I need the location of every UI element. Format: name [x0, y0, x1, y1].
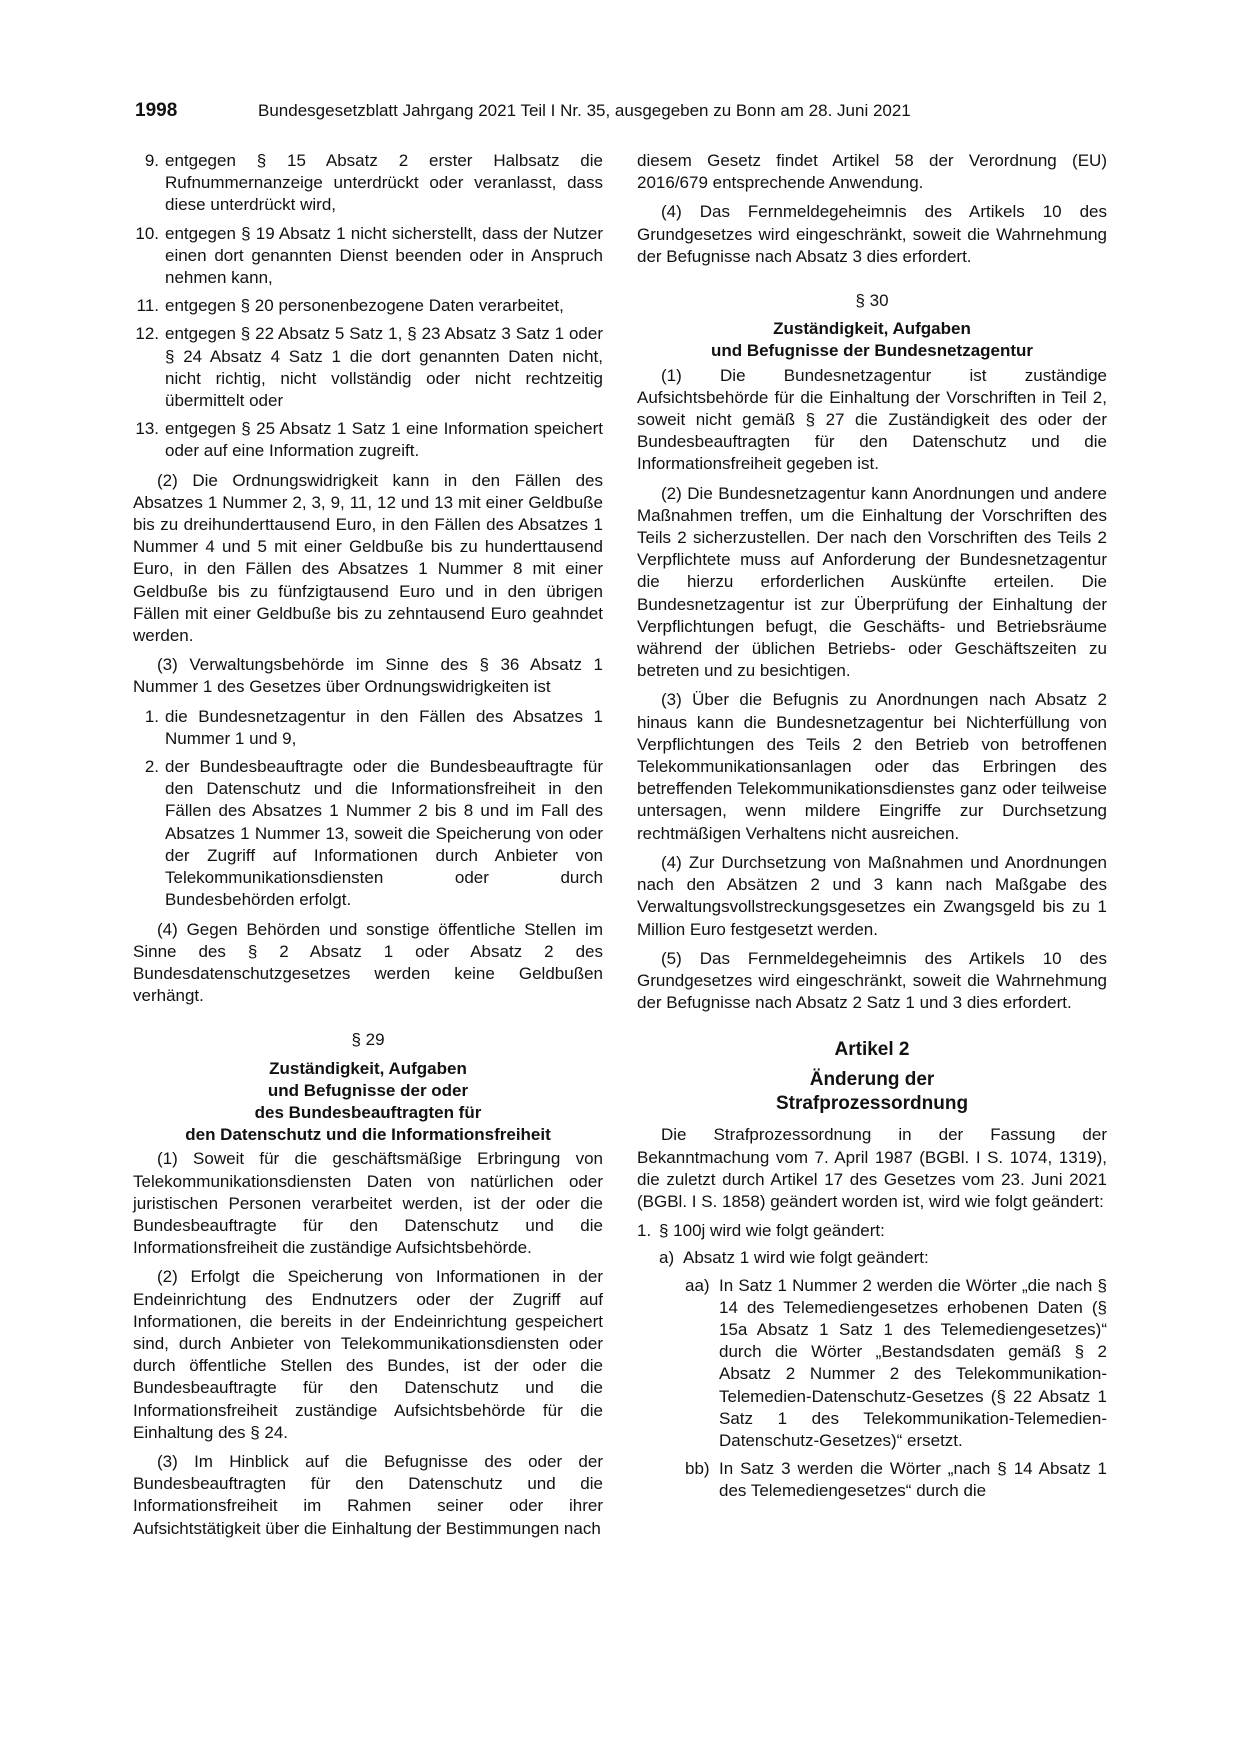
section-29-paragraph-4: (4) Das Fernmeldegeheimnis des Artikels 10 des Grundgesetzes wird eingeschränkt, soweit die Wahrnehmung der Befugnisse nach Absatz 3 dies erfordert. — [637, 202, 1107, 266]
section-29-paragraph-3: (3) Im Hinblick auf die Befugnisse des oder der Bundesbeauftragten für den Datenschutz und die Informationsfreiheit im Rahmen seiner oder ihrer Aufsichtstätigkeit über die Einhaltung der Bestimmungen nach — [133, 1451, 603, 1538]
section-30-paragraph-5: (5) Das Fernmeldegeheimnis des Artikels 10 des Grundgesetzes wird eingeschränkt, soweit die Wahrnehmung der Befugnisse nach Absatz 2 Satz 1 und 3 dies erfordert. — [637, 948, 1107, 1013]
section-29-paragraph-3-continued: diesem Gesetz findet Artikel 58 der Verordnung (EU) 2016/679 entsprechende Anwendung. — [637, 151, 1107, 193]
list-item: 2. der Bundesbeauftragte oder die Bundesbeauftragte für den Datenschutz und die Informationsfreiheit in den Fällen des Absatzes 1 Nummer 2 bis 8 und im Fall des Absatzes 1 Nummer 13, soweit die Speicherung von oder der Zugriff auf Informationen durch Anbieter von Telekommunikationsdiensten oder durch Bundesbehörden erfolgt. — [144, 757, 603, 910]
list-item: 10. entgegen § 19 Absatz 1 nicht sicherstellt, dass der Nutzer einen dort genannten Dienst beenden oder in Anspruch nehmen kann, — [135, 223, 603, 288]
section-30-paragraph-3: (3) Über die Befugnis zu Anordnungen nach Absatz 2 hinaus kann die Bundesnetzagentur bei Nichterfüllung von Verpflichtungen des Teils 2 den Betrieb von betroffenen Telekommunikationsanlagen oder das Erbringen des betreffenden Telekommunikationsdienstes ganz oder teilweise untersagen, wenn mildere Eingriffe zur Durchsetzung rechtmäßigen Verhaltens nicht ausreichen. — [637, 690, 1107, 843]
list-item: 1. § 100j wird wie folgt geändert: — [637, 1221, 885, 1241]
section-30-paragraph-1: (1) Die Bundesnetzagentur ist zuständige Aufsichtsbehörde für die Einhaltung der Vorschriften in Teil 2, soweit nicht gemäß § 27 die Zuständigkeit des oder der Bundesbeauftragten für den Datenschutz und die Informationsfreiheit gegeben ist. — [637, 365, 1107, 474]
list-paragraph-1 — [133, 150, 603, 463]
list-item: 12. entgegen § 22 Absatz 5 Satz 1, § 23 Absatz 3 Satz 1 oder § 24 Absatz 4 Satz 1 die dort genannten Daten nicht, nicht richtig, nicht vollständig oder nicht rechtzeitig übermittelt oder — [135, 324, 603, 411]
gazette-title: Bundesgesetzblatt Jahrgang 2021 Teil I Nr. 35, ausgegeben zu Bonn am 28. Juni 2021 — [258, 101, 911, 120]
section-30-paragraph-4: (4) Zur Durchsetzung von Maßnahmen und Anordnungen nach den Absätzen 2 und 3 kann nach Maßgabe des Verwaltungsvollstreckungsgesetzes ein Zwangsgeld bis zu 1 Million Euro festgesetzt werden. — [637, 852, 1107, 939]
section-29-paragraph-1: (1) Soweit für die geschäftsmäßige Erbringung von Telekommunikationsdiensten Daten von natürlichen oder juristischen Personen verarbeitet werden, ist der oder die Bundesbeauftragte für den Datenschutz und die Informationsfreiheit die zuständige Aufsichtsbehörde. — [133, 1149, 603, 1258]
left-column — [133, 150, 603, 1547]
list-item: 13. entgegen § 25 Absatz 1 Satz 1 eine Information speichert oder auf eine Information zugreift. — [135, 419, 603, 461]
right-column — [637, 150, 1107, 1509]
list-subitem: a) Absatz 1 wird wie folgt geändert: — [659, 1248, 929, 1268]
list-paragraph-3 — [133, 706, 603, 912]
paragraph-2: (2) Die Ordnungswidrigkeit kann in den Fällen des Absatzes 1 Nummer 2, 3, 9, 11, 12 und 13 mit einer Geldbuße bis zu dreihunderttausend Euro, in den Fällen des Absatzes 1 Nummer 4 und 5 mit einer Geldbuße bis zu hunderttausend Euro, in den Fällen des Absatzes 1 Nummer 8 mit einer Geldbuße bis zu fünfzigtausend Euro und in den übrigen Fällen mit einer Geldbuße bis zu zehntausend Euro geahndet werden. — [133, 470, 603, 646]
list-item: 1. die Bundesnetzagentur in den Fällen des Absatzes 1 Nummer 1 und 9, — [144, 706, 603, 748]
list-subsubitem: bb) In Satz 3 werden die Wörter „nach § 14 Absatz 1 des Telemediengesetzes“ durch die — [685, 1459, 1107, 1501]
article-2-number: Artikel 2 — [834, 1039, 910, 1061]
section-30-paragraph-2: (2) Die Bundesnetzagentur kann Anordnungen und andere Maßnahmen treffen, um die Einhaltung der Vorschriften des Teils 2 sicherzustellen. Der nach den Vorschriften des Teils 2 Verpflichtete muss auf Anforderung der Bundesnetzagentur die hierzu erforderlichen Auskünfte erteilen. Die Bundesnetzagentur ist zur Überprüfung der Einhaltung der Verpflichtungen befugt, die Geschäfts- und Betriebsräume während der üblichen Betriebs- oder Geschäftszeiten zu betreten und zu besichtigen. — [637, 483, 1107, 681]
section-30-title: Zuständigkeit, Aufgaben und Befugnisse der Bundesnetzagentur — [710, 319, 1034, 361]
section-29-paragraph-2: (2) Erfolgt die Speicherung von Informationen in der Endeinrichtung des Endnutzers oder der Zugriff auf Informationen, die bereits in der Endeinrichtung gespeichert sind, durch Anbieter von Telekommunikationsdiensten oder durch öffentliche Stellen des Bundes, ist der oder die Bundesbeauftragte für den Datenschutz und die Informationsfreiheit zuständige Aufsichtsbehörde für die Einhaltung des § 24. — [133, 1267, 603, 1442]
article-2-intro: Die Strafprozessordnung in der Fassung der Bekanntmachung vom 7. April 1987 (BGBl. I S. 1074, 1319), die zuletzt durch Artikel 17 des Gesetzes vom 23. Juni 2021 (BGBl. I S. 1858) geändert worden ist, wird wie folgt geändert: — [637, 1125, 1107, 1211]
list-item: 11. entgegen § 20 personenbezogene Daten verarbeitet, — [136, 296, 564, 316]
page-number: 1998 — [135, 100, 178, 121]
page-header — [135, 100, 1106, 130]
list-item: 9. entgegen § 15 Absatz 2 erster Halbsatz die Rufnummernanzeige unterdrückt oder veranlasst, dass diese unterdrückt wird, — [144, 151, 603, 215]
paragraph-4: (4) Gegen Behörden und sonstige öffentliche Stellen im Sinne des § 2 Absatz 1 oder Absatz 2 des Bundesdatenschutzgesetzes werden keine Geldbußen verhängt. — [133, 919, 603, 1006]
section-30-number: § 30 — [855, 291, 889, 311]
list-subsubitem: aa) In Satz 1 Nummer 2 werden die Wörter „die nach § 14 des Telemediengesetzes erhobenen Daten (§ 15a Absatz 1 Satz 1 des Telemediengesetzes)“ durch die Wörter „Bestandsdaten gemäß § 2 Absatz 2 Nummer 2 des Telekommunikation-Telemedien-Datenschutz-Gesetzes (§ 22 Absatz 1 Satz 1 des Telekommunikation-Telemedien-Datenschutz-Gesetzes)“ ersetzt. — [685, 1275, 1107, 1450]
section-29-number: § 29 — [351, 1030, 385, 1050]
section-29-title: Zuständigkeit, Aufgaben und Befugnisse der oder des Bundesbeauftragten für den Datenschutz und die Informationsfreiheit — [185, 1058, 551, 1145]
paragraph-3: (3) Verwaltungsbehörde im Sinne des § 36 Absatz 1 Nummer 1 des Gesetzes über Ordnungswidrigkeiten ist — [133, 655, 603, 697]
article-2-title: Änderung der Strafprozessordnung — [775, 1069, 969, 1115]
